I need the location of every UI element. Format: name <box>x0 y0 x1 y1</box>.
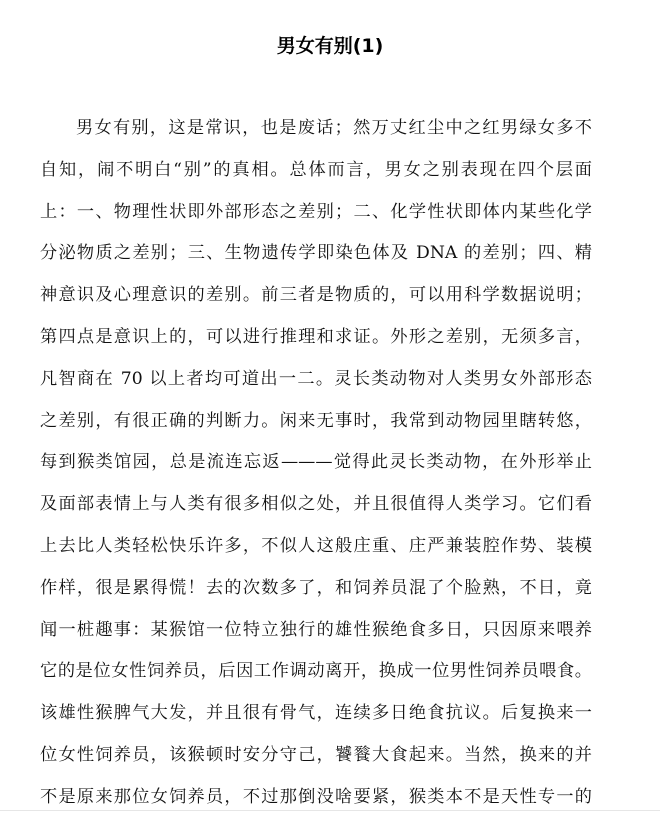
body-line: 自知，闹不明白“别”的真相。总体而言，男女之别表现在四个层面 <box>40 159 592 180</box>
body-line: 作样，很是累得慌！去的次数多了，和饲养员混了个脸熟，不日，竟 <box>40 577 592 598</box>
body-line: 分泌物质之差别；三、生物遗传学即染色体及 DNA 的差别；四、精 <box>40 243 592 264</box>
body-line: 及面部表情上与人类有很多相似之处，并且很值得人类学习。它们看 <box>40 494 592 515</box>
document-body <box>40 114 592 825</box>
body-line: 不是原来那位女饲养员，不过那倒没啥要紧，猴类本不是天性专一的 <box>40 786 592 807</box>
body-line: 第四点是意识上的，可以进行推理和求证。外形之差别，无须多言， <box>40 326 592 347</box>
body-line: 该雄性猴脾气大发，并且很有骨气，连续多日绝食抗议。后复换来一 <box>40 703 592 724</box>
body-line: 每到猴类馆园，总是流连忘返———觉得此灵长类动物，在外形举止 <box>40 452 592 473</box>
body-line: 它的是位女性饲养员，后因工作调动离开，换成一位男性饲养员喂食。 <box>40 661 592 682</box>
body-line: 闻一桩趣事：某猴馆一位特立独行的雄性猴绝食多日，只因原来喂养 <box>40 619 592 640</box>
document-title: 男女有别(1) <box>276 35 384 57</box>
body-line: 上：一、物理性状即外部形态之差别；二、化学性状即体内某些化学 <box>40 201 592 222</box>
body-line: 男女有别，这是常识，也是废话；然万丈红尘中之红男绿女多不 <box>76 118 592 138</box>
body-line: 上去比人类轻松快乐许多，不似人这般庄重、庄严兼装腔作势、装模 <box>40 535 592 556</box>
body-line: 位女性饲养员，该猴顿时安分守己，饕餮大食起来。当然，换来的并 <box>40 744 592 765</box>
body-line: 凡智商在 70 以上者均可道出一二。灵长类动物对人类男女外部形态 <box>40 368 592 389</box>
body-line: 神意识及心理意识的差别。前三者是物质的，可以用科学数据说明； <box>40 285 592 306</box>
body-line: 之差别，有很正确的判断力。闲来无事时，我常到动物园里瞎转悠， <box>40 410 592 431</box>
page-bottom-edge <box>0 810 660 811</box>
